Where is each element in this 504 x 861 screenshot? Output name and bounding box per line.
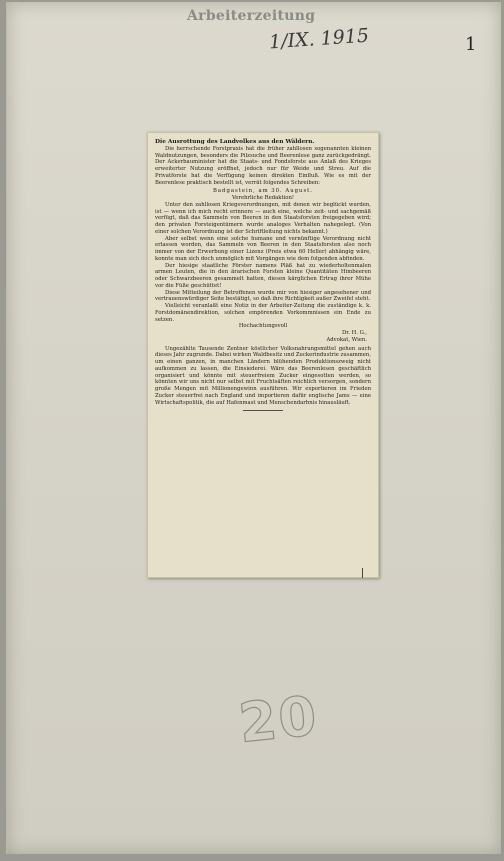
signature-title: Advokat, Wien. — [326, 336, 367, 343]
place-date: Badgastein, am 30. August. — [213, 188, 313, 195]
pencil-mark — [362, 568, 363, 578]
handwritten-date: 1/IX. 1915 — [268, 24, 370, 54]
signature-name: Dr. H. G., — [342, 330, 367, 336]
letter-paragraph: Der hiesige staatliche Förster namens Pläß hat zu wiederholtenmalen armen Leuten, die in den ärarischen Forsten kleine Quantitäten Himbeeren oder Schwarzbeeren gesammelt hatten, diesen kärglichen Ertrag ihrer Mühe vor die Füße geschüttet! — [155, 262, 371, 289]
handwritten-archive-number: 20 — [235, 684, 322, 755]
salutation: Verehrliche Redaktion! — [231, 195, 295, 201]
archive-page — [6, 2, 501, 854]
closing: Hochachtungsvoll — [238, 323, 288, 330]
end-rule — [243, 410, 283, 411]
newspaper-stamp: Arbeiterzeitung — [187, 8, 316, 24]
article-intro: Die herrschende Forstpraxis hat die früher zahllosen sogenannten kleinen Waldnutzungen, besonders die Pilzsuche und Beerenlese ganz zurückgedrängt. Der Ackerbauminister hat die Staats- und Fondsforste aus Anlaß des Krieges erweiterter Nutzung eröffnet, jedoch nur für Weide und Streu. Auf die Privatforste hat die Verfügung keinen direkten Einfluß. Wie es mit der Beerenlese praktisch bestellt ist, verrät folgendes Schreiben: — [155, 145, 371, 186]
letter-paragraph: Diese Mitteilung der Betroffenen wurde mir von hiesiger angesehener und vertrauenswürdiger Seite bestätigt, so daß ihre Richtigkeit außer Zweifel steht. — [155, 289, 371, 303]
page-number: 1 — [465, 34, 477, 55]
newspaper-clipping — [147, 132, 379, 578]
letter-paragraph: Vielleicht veranlaßt eine Notiz in der Arbeiter-Zeitung die zuständige k. k. Forstdomänendirektion, solchen empörenden Vorkommnissen ein Ende zu setzen. — [155, 303, 371, 323]
letter-paragraph: Aber selbst wenn eine solche humane und vernünftige Verordnung nicht erlassen worden, das Sammeln von Beeren in den Staatsforsten also noch immer von der Erwerbung einer Lizenz (Preis etwa 60 Heller) abhängig wäre, konnte man sich doch unmöglich mit Vorgängen wie dem folgenden abfinden. — [155, 235, 371, 262]
letter-paragraph: Unter den zahllosen Kriegsverordnungen, mit denen wir beglückt wurden, ist — wenn ich mich recht erinnere — auch eine, welche zeit- und sachgemäß verfügt, daß das Sammeln von Beeren in den Staatsforsten freigegeben wird; den privaten Forsteigentümern wurde analoges Verhalten nahegelegt. (Von einer solchen Verordnung ist der Schriftleitung nichts bekannt.) — [155, 201, 371, 235]
editorial-commentary: Ungezählte Tausende Zentner köstlicher Volksnahrungsmittel gehen auch dieses Jahr zugrunde. Dabei wirken Waldbesitz und Zuckerindustrie zusammen, um einen ganzen, in manchen Ländern blühenden Produktionszweig nicht aufkommen zu lassen, die Einsiederei. Wäre das Beerenlesen geschäftlich organisiert und könnte mit steuerfreiem Zucker eingesotten werden, so könnten wir uns nicht nur selbst mit Fruchtsäften reichlich versorgen, sondern große Mengen mit Millionengewinn ausführen. Wir exportieren im Frieden Zucker steuerfrei nach England und importieren dafür englische Jams — eine Wirtschaftspolitik, die auf Hafenmast und Menschendarbnis hinausläuft. — [155, 345, 371, 406]
article-headline: Die Ausrottung des Landvolkes aus den Wäldern. — [155, 139, 315, 145]
